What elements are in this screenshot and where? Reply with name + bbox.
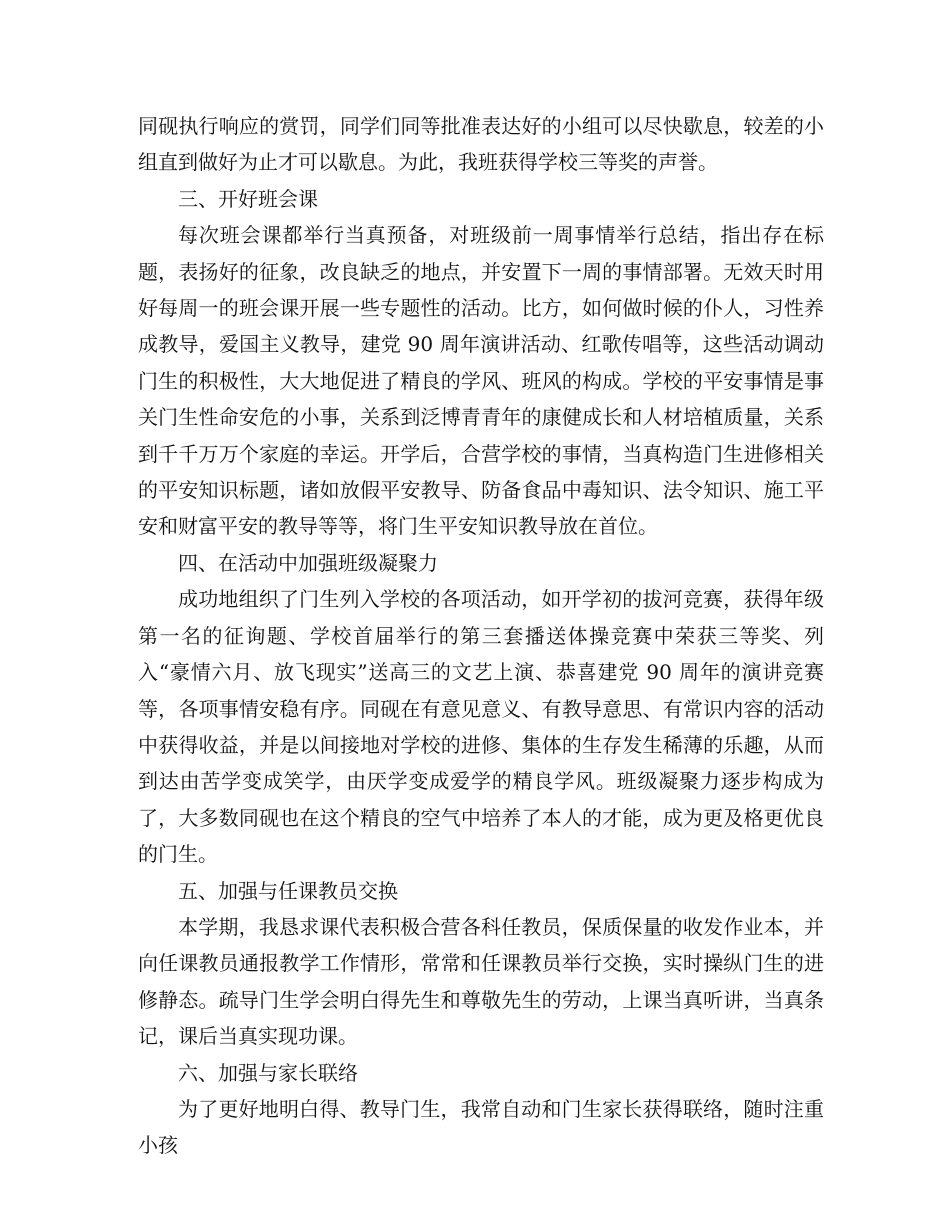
section-heading-class-meeting: 三、开好班会课 [178, 186, 318, 211]
section-heading-cohesion: 四、在活动中加强班级凝聚力 [178, 550, 438, 575]
section-heading-parents: 六、加强与家长联络 [178, 1060, 358, 1085]
paragraph-teachers: 本学期，我恳求课代表积极合营各科任教员，保质保量的收发作业本，并向任课教员通报教学工作情形，常常和任课教员举行交换，实时操纵门生的进修静态。疏导门生学会明白得先生和尊敬先生的劳动，上课当真听讲，当真条记，课后当真实现功课。 [138, 914, 824, 1049]
section-heading-teachers: 五、加强与任课教员交换 [178, 878, 398, 903]
paragraph-class-meeting: 每次班会课都举行当真预备，对班级前一周事情举行总结，指出存在标题，表扬好的征象，改良缺乏的地点，并安置下一周的事情部署。无效天时用好每周一的班会课开展一些专题性的活动。比方，如何做时候的仆人，习性养成教导，爱国主义教导，建党 90 周年演讲活动、红歌传唱等，这些活动调动门生的积极性，大大地促进了精良的学风、班风的构成。学校的平安事情是事关门生性命安危的小事，关系到泛博青青年的康健成长和人材培植质量，关系到千千万万个家庭的幸运。开学后，合营学校的事情，当真构造门生进修相关的平安知识标题，诸如放假平安教导、防备食品中毒知识、法令知识、施工平安和财富平安的教导等等，将门生平安知识教导放在首位。 [138, 223, 824, 539]
paragraph-cohesion: 成功地组织了门生列入学校的各项活动，如开学初的拔河竞赛，获得年级第一名的征询题、学校首届举行的第三套播送体操竞赛中荣获三等奖、列入“豪情六月、放飞现实”送高三的文艺上演、恭喜建党 90 周年的演讲竞赛等，各项事情安稳有序。同砚在有意见意义、有教导意思、有常识内容的活动中获得收益，并是以间接地对学校的进修、集体的生存发生稀薄的乐趣，从而到达由苦学变成笑学，由厌学变成爱学的精良学风。班级凝聚力逐步构成为了，大多数同砚也在这个精良的空气中培养了本人的才能，成为更及格更优良的门生。 [138, 587, 824, 867]
paragraph-parents: 为了更好地明白得、教导门生，我常自动和门生家长获得联络，随时注重小孩 [138, 1096, 824, 1158]
paragraph-continuation: 同砚执行响应的赏罚，同学们同等批准表达好的小组可以尽快歇息，较差的小组直到做好为止才可以歇息。为此，我班获得学校三等奖的声誉。 [138, 114, 824, 175]
document-body [138, 108, 824, 1164]
